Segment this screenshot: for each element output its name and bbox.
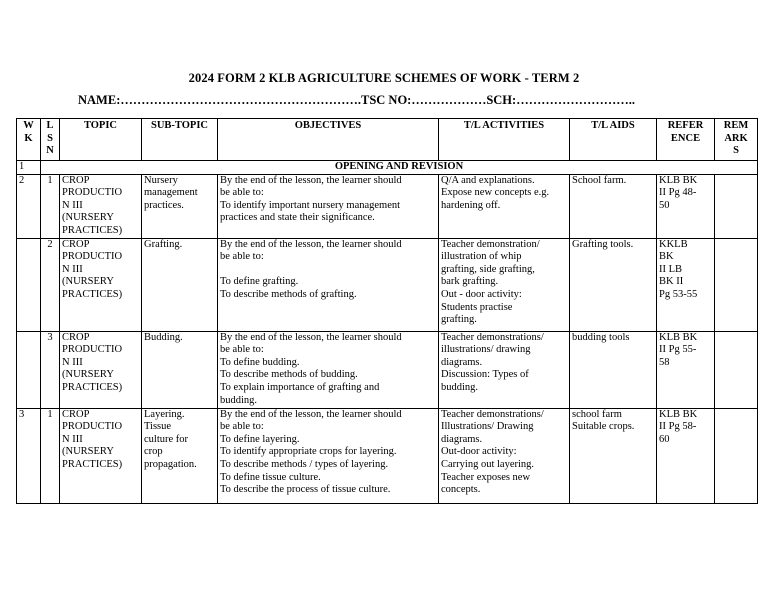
header-lsn-line: L — [46, 120, 54, 131]
aids-cell — [570, 238, 657, 331]
objectives-line: To describe methods of budding. — [220, 369, 358, 381]
activities-line: Expose new concepts e.g. — [441, 187, 550, 199]
objectives-cell — [218, 331, 439, 408]
topic-line: PRODUCTIO — [62, 344, 123, 356]
remarks-cell — [715, 238, 758, 331]
activities-line: grafting, side grafting, — [441, 263, 535, 275]
header-lsn-line: N — [46, 145, 54, 157]
objectives-line: be able to: — [220, 187, 264, 199]
objectives-line: By the end of the lesson, the learner should — [220, 174, 402, 186]
subtopic-cell — [142, 238, 218, 331]
subtopic-line: Nursery — [144, 174, 178, 186]
subtopic-line: Grafting. — [144, 238, 183, 250]
ref-line: II Pg 58- — [659, 421, 697, 433]
subtopic-line: propagation. — [144, 458, 197, 470]
topic-line: (NURSERY — [62, 446, 114, 458]
topic-line: CROP — [62, 174, 90, 186]
ref-line: II LB — [659, 263, 683, 275]
topic-line: CROP — [62, 238, 90, 250]
header-objectives: OBJECTIVES — [218, 119, 439, 161]
activities-line: bark grafting. — [441, 276, 499, 288]
activities-line: Teacher exposes new — [441, 471, 531, 483]
opening-row — [17, 161, 758, 175]
ref-line: 60 — [659, 433, 670, 445]
topic-line: CROP — [62, 331, 90, 343]
lesson-cell: 2 — [41, 238, 60, 331]
activities-line: illustration of whip — [441, 251, 522, 263]
lesson-cell: 1 — [41, 408, 60, 503]
activities-line: concepts. — [441, 484, 481, 496]
activities-line: grafting. — [441, 314, 477, 326]
aids-cell — [570, 174, 657, 238]
objectives-line: To define grafting. — [220, 276, 299, 288]
activities-cell — [439, 408, 570, 503]
week-cell: 2 — [17, 174, 41, 238]
ref-line: BK II — [659, 276, 684, 288]
objectives-line: To define tissue culture. — [220, 471, 321, 483]
aids-line: budding tools — [572, 331, 630, 343]
header-row — [17, 119, 758, 161]
ref-line: BK — [659, 251, 674, 263]
remarks-cell — [715, 174, 758, 238]
topic-line: PRODUCTIO — [62, 187, 123, 199]
document-title: 2024 FORM 2 KLB AGRICULTURE SCHEMES OF WORK - TERM 2 — [188, 71, 580, 85]
topic-line: (NURSERY — [62, 276, 114, 288]
topic-cell — [60, 331, 142, 408]
ref-line: KLB BK — [659, 174, 698, 186]
ref-line: II Pg 55- — [659, 344, 697, 356]
header-remarks — [715, 119, 758, 161]
header-rem-line: ARK — [724, 132, 748, 144]
topic-line: N III — [62, 199, 83, 211]
ref-cell — [657, 238, 715, 331]
activities-line: Carrying out layering. — [441, 458, 535, 470]
objectives-cell — [218, 238, 439, 331]
activities-cell — [439, 174, 570, 238]
topic-cell — [60, 238, 142, 331]
subtopic-line: culture for — [144, 433, 189, 445]
subtopic-line: Budding. — [144, 331, 183, 343]
header-rem-line: S — [733, 145, 739, 157]
activities-line: diagrams. — [441, 433, 483, 445]
opening-wk-cell: 1 — [17, 161, 41, 175]
ref-line: KKLB — [659, 238, 688, 250]
topic-line: N III — [62, 433, 83, 445]
aids-line: school farm — [572, 408, 622, 420]
ref-line: KLB BK — [659, 408, 698, 420]
ref-line: Pg 53-55 — [659, 288, 698, 300]
lesson-row — [17, 174, 758, 238]
ref-line: II Pg 48- — [659, 187, 697, 199]
activities-line: Discussion: Types of — [441, 369, 529, 381]
objectives-line: practices and state their significance. — [220, 212, 375, 224]
ref-cell — [657, 174, 715, 238]
week-cell — [17, 238, 41, 331]
header-rem-line: REM — [723, 120, 749, 131]
activities-line: Teacher demonstration/ — [441, 238, 540, 250]
ref-line: 58 — [659, 356, 670, 368]
topic-line: (NURSERY — [62, 369, 114, 381]
header-reference — [657, 119, 715, 161]
ref-cell — [657, 331, 715, 408]
week-cell: 3 — [17, 408, 41, 503]
teacher-info-line: NAME:………………………………………………….TSC NO:………………SCH:……………………….. — [78, 93, 635, 107]
lesson-row — [17, 238, 758, 331]
objectives-line: be able to: — [220, 344, 264, 356]
subtopic-cell — [142, 408, 218, 503]
header-topic: TOPIC — [60, 119, 142, 161]
header-lsn-line: S — [47, 132, 53, 144]
subtopic-cell — [142, 174, 218, 238]
activities-line: budding. — [441, 381, 479, 393]
objectives-line: budding. — [220, 394, 258, 406]
activities-line: illustrations/ drawing — [441, 344, 531, 356]
subtopic-line: management — [144, 187, 198, 199]
aids-cell — [570, 408, 657, 503]
objectives-line — [220, 264, 436, 277]
activities-line: Students practise — [441, 301, 513, 313]
objectives-line: By the end of the lesson, the learner should — [220, 331, 402, 343]
subtopic-line: crop — [144, 446, 163, 458]
topic-line: N III — [62, 356, 83, 368]
topic-line: N III — [62, 263, 83, 275]
ref-line: 50 — [659, 199, 670, 211]
objectives-line: To identify appropriate crops for layering. — [220, 446, 397, 458]
activities-cell — [439, 238, 570, 331]
header-wk-line: K — [24, 132, 33, 144]
subtopic-cell — [142, 331, 218, 408]
week-cell — [17, 331, 41, 408]
aids-line: Suitable crops. — [572, 421, 635, 433]
ref-cell — [657, 408, 715, 503]
activities-line: Q/A and explanations. — [441, 174, 535, 186]
aids-line: Grafting tools. — [572, 238, 634, 250]
schemes-of-work-table — [16, 118, 758, 504]
topic-line: PRACTICES) — [62, 288, 123, 300]
topic-line: PRACTICES) — [62, 224, 123, 236]
subtopic-line: Layering. — [144, 408, 185, 420]
header-activities: T/L ACTIVITIES — [439, 119, 570, 161]
header-wk — [17, 119, 41, 161]
objectives-line: By the end of the lesson, the learner should — [220, 408, 402, 420]
subtopic-line: Tissue — [144, 421, 172, 433]
remarks-cell — [715, 408, 758, 503]
objectives-cell — [218, 408, 439, 503]
activities-cell — [439, 331, 570, 408]
header-ref-line: ENCE — [670, 132, 701, 144]
header-ref-line: REFER — [667, 120, 704, 131]
header-subtopic: SUB-TOPIC — [142, 119, 218, 161]
objectives-line: To define layering. — [220, 433, 300, 445]
header-lsn — [41, 119, 60, 161]
opening-revision-cell: OPENING AND REVISION — [41, 161, 758, 175]
topic-line: PRODUCTIO — [62, 421, 123, 433]
lesson-cell: 3 — [41, 331, 60, 408]
activities-line: Illustrations/ Drawing — [441, 421, 534, 433]
aids-cell — [570, 331, 657, 408]
activities-line: Out - door activity: — [441, 288, 522, 300]
aids-line: School farm. — [572, 174, 627, 186]
remarks-cell — [715, 331, 758, 408]
activities-line: hardening off. — [441, 199, 501, 211]
objectives-line: To describe methods / types of layering. — [220, 458, 389, 470]
activities-line: Out-door activity: — [441, 446, 517, 458]
objectives-line: To explain importance of grafting and — [220, 381, 380, 393]
activities-line: Teacher demonstrations/ — [441, 331, 544, 343]
header-aids: T/L AIDS — [570, 119, 657, 161]
objectives-line: To describe the process of tissue culture. — [220, 484, 391, 496]
lesson-cell: 1 — [41, 174, 60, 238]
objectives-line: To identify important nursery management — [220, 199, 401, 211]
topic-line: PRODUCTIO — [62, 251, 123, 263]
subtopic-line: practices. — [144, 199, 184, 211]
objectives-line: By the end of the lesson, the learner should — [220, 238, 402, 250]
lesson-row — [17, 408, 758, 503]
lesson-row — [17, 331, 758, 408]
ref-line: KLB BK — [659, 331, 698, 343]
topic-line: (NURSERY — [62, 212, 114, 224]
objectives-cell — [218, 174, 439, 238]
topic-cell — [60, 174, 142, 238]
activities-line: Teacher demonstrations/ — [441, 408, 544, 420]
topic-cell — [60, 408, 142, 503]
objectives-line: To describe methods of grafting. — [220, 288, 357, 300]
objectives-line: To define budding. — [220, 356, 300, 368]
topic-line: PRACTICES) — [62, 458, 123, 470]
header-wk-line: W — [23, 120, 34, 131]
objectives-line: be able to: — [220, 421, 264, 433]
activities-line: diagrams. — [441, 356, 483, 368]
topic-line: PRACTICES) — [62, 381, 123, 393]
objectives-line: be able to: — [220, 251, 264, 263]
topic-line: CROP — [62, 408, 90, 420]
